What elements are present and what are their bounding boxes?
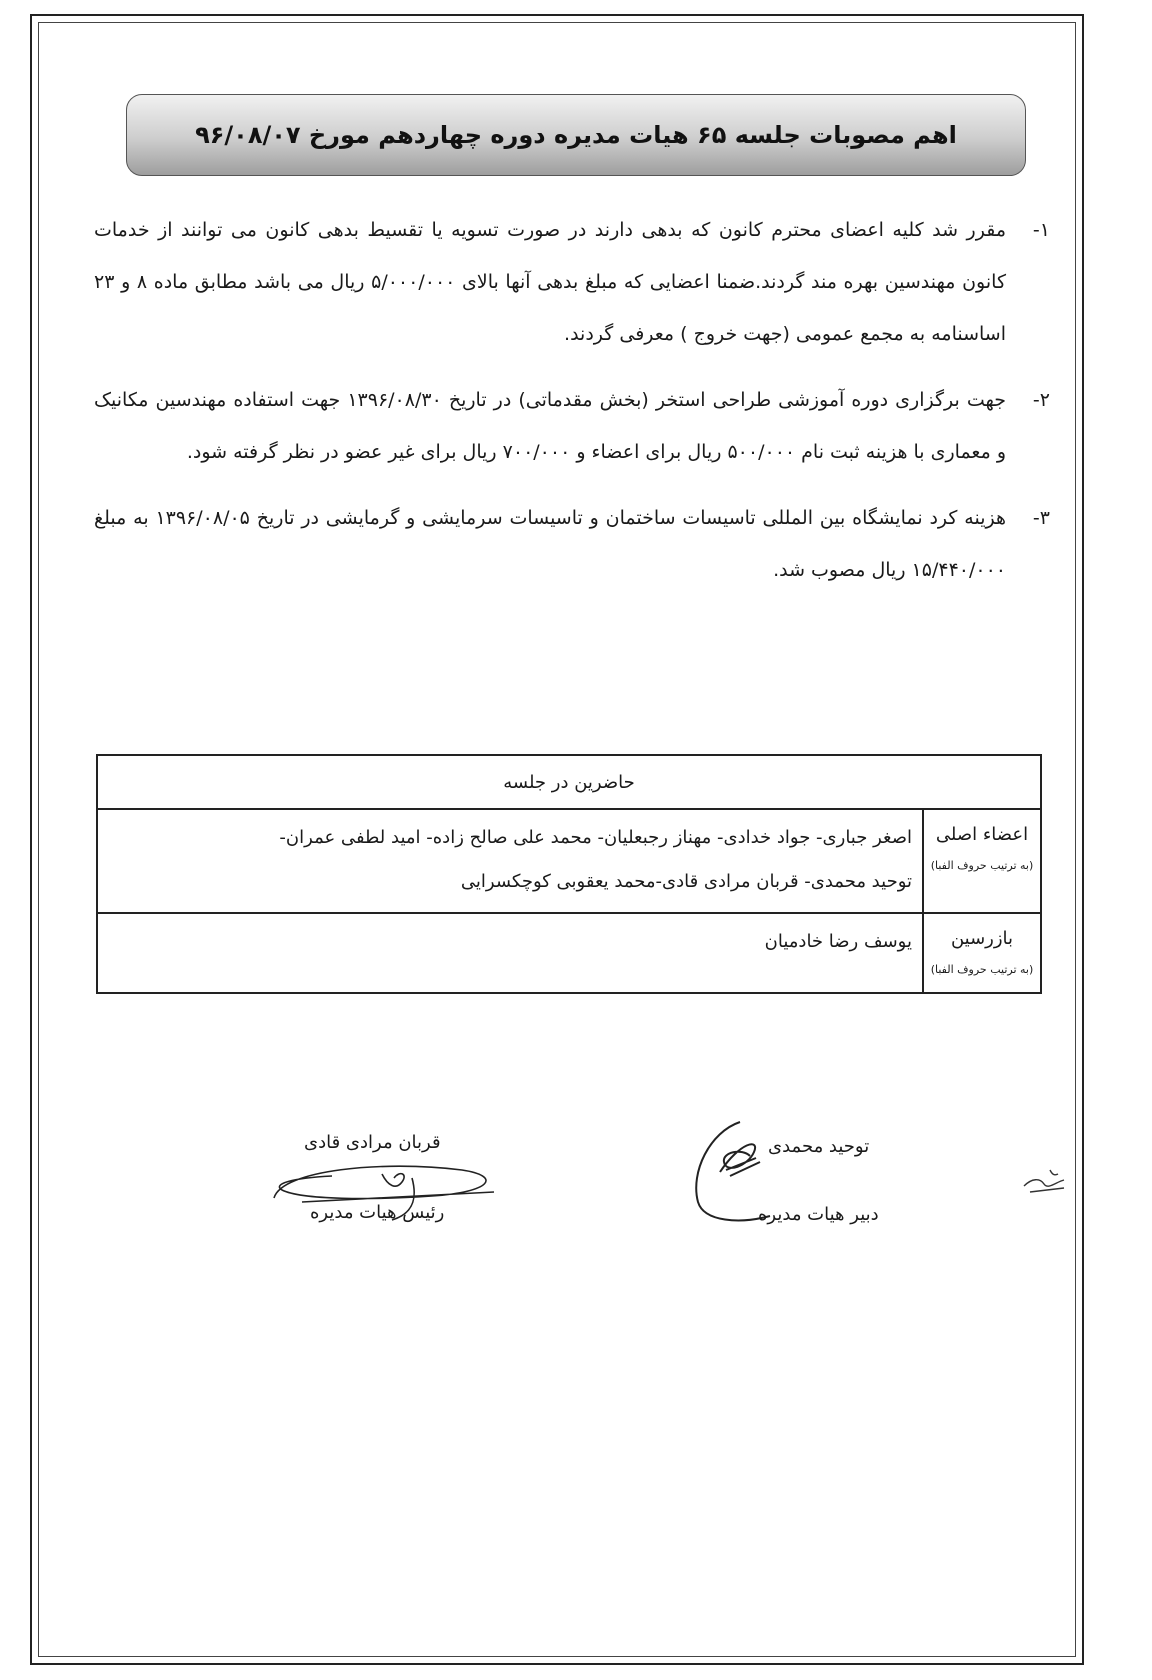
- resolution-number: ۳-: [1032, 507, 1050, 529]
- inspectors-role-cell: [923, 913, 1041, 993]
- chairman-name: قربان مرادی قادی: [304, 1132, 441, 1153]
- attendees-header: حاضرین در جلسه: [97, 755, 1041, 809]
- inspectors-role: بازرسین: [950, 928, 1014, 949]
- main-members-role-cell: [923, 809, 1041, 913]
- resolution-text: جهت برگزاری دوره آموزشی طراحی استخر (بخش مقدماتی) در تاریخ ۱۳۹۶/۰۸/۳۰ جهت استفاده مهندسین مکانیک و معماری با هزینه ثبت نام ۵۰۰/۰۰۰ ریال برای اعضاء و ۷۰۰/۰۰۰ ریال برای غیر عضو در نظر گرفته شود.: [94, 389, 1006, 463]
- resolutions-list: [94, 204, 1050, 610]
- attendees-table: [96, 754, 1042, 994]
- secretary-name: توحید محمدی: [768, 1136, 870, 1157]
- resolution-number: ۱-: [1032, 219, 1050, 241]
- attendees-header-row: [97, 755, 1041, 809]
- inspectors-note: (به ترتیب حروف الفبا): [930, 963, 1034, 976]
- resolution-text: هزینه کرد نمایشگاه بین المللی تاسیسات ساختمان و تاسیسات سرمایشی و گرمایشی در تاریخ ۱۳۹۶/۰۸/۰۵ به مبلغ ۱۵/۴۴۰/۰۰۰ ریال مصوب شد.: [94, 507, 1006, 581]
- inspectors-names: یوسف رضا خادمیان: [97, 913, 923, 993]
- title-banner: [126, 94, 1026, 176]
- margin-mark: [1020, 1164, 1070, 1198]
- main-members-line-2: توحید محمدی- قربان مرادی قادی-محمد یعقوبی کوچکسرایی: [460, 871, 912, 892]
- table-row: [97, 913, 1041, 993]
- main-members-names: [97, 809, 923, 913]
- main-members-role: اعضاء اصلی: [935, 824, 1029, 845]
- page-title: اهم مصوبات جلسه ۶۵ هیات مدیره دوره چهاردهم مورخ ۹۶/۰۸/۰۷: [195, 121, 957, 149]
- resolution-text: مقرر شد کلیه اعضای محترم کانون که بدهی دارند در صورت تسویه یا تقسیط بدهی کانون می توانند از خدمات کانون مهندسین بهره مند گردند.ضمنا اعضایی که مبلغ بدهی آنها بالای ۵/۰۰۰/۰۰۰ ریال می باشد مطابق ماده ۸ و ۲۳ اساسنامه به مجمع عمومی (جهت خروج ) معرفی گردند.: [94, 219, 1006, 345]
- main-members-note: (به ترتیب حروف الفبا): [930, 859, 1034, 872]
- resolution-item: [94, 204, 1050, 360]
- resolution-item: [94, 374, 1050, 478]
- main-members-line-1: اصغر جباری- جواد خدادی- مهناز رجبعلیان- محمد علی صالح زاده- امید لطفی عمران-: [279, 827, 912, 848]
- resolution-number: ۲-: [1032, 389, 1050, 411]
- chairman-title: رئیس هیات مدیره: [310, 1202, 445, 1223]
- resolution-item: [94, 492, 1050, 596]
- table-row: [97, 809, 1041, 913]
- secretary-title: دبیر هیات مدیره: [758, 1204, 879, 1225]
